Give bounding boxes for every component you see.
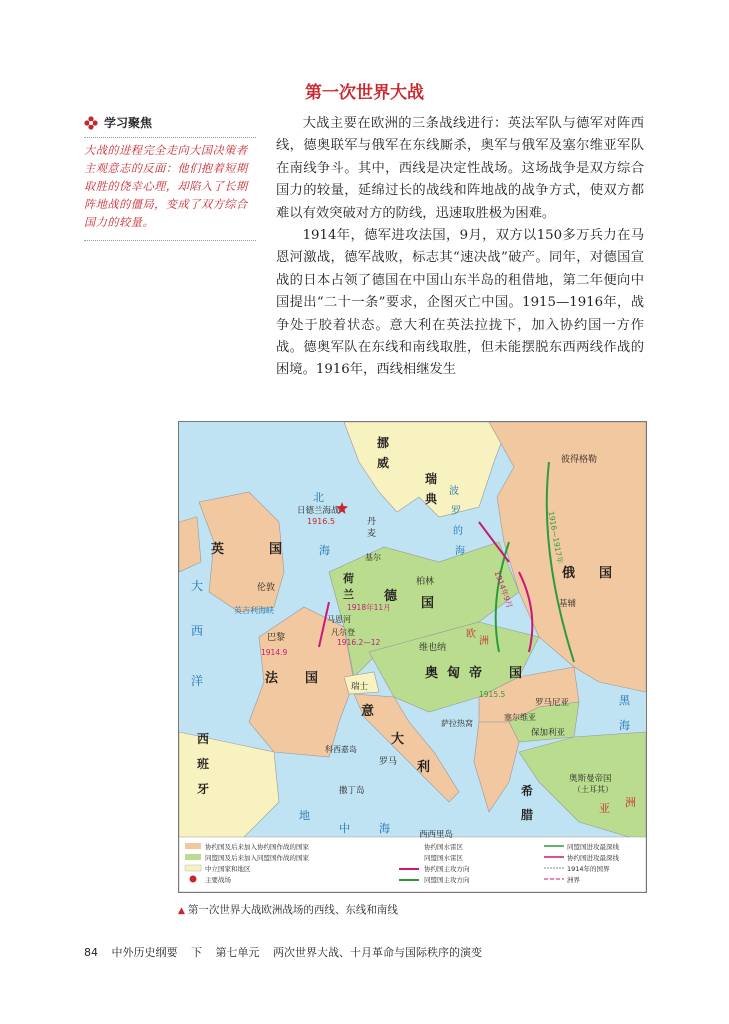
place-label: 基尔	[365, 553, 381, 562]
country-label: 麦	[367, 529, 377, 539]
country-label: 俄	[562, 566, 576, 581]
place-label: 英吉利海峡	[234, 606, 274, 615]
legend-item: 协约国水雷区	[424, 843, 463, 851]
sea-label: 波	[449, 486, 459, 497]
map-caption	[178, 902, 398, 917]
sea-label: 地	[299, 809, 310, 822]
legend-item: 中立国家和地区	[205, 865, 251, 873]
place-label: 塞尔维亚	[504, 713, 536, 722]
sea-label: 洋	[191, 674, 204, 688]
sea-label: 西	[191, 624, 204, 638]
map-labels	[179, 422, 646, 892]
sea-label: 的	[453, 526, 463, 537]
legend-item: 同盟国主攻方向	[424, 876, 470, 884]
europe-war-map	[178, 421, 647, 893]
front-label: 1916.2—12	[337, 638, 381, 647]
front-label: 1916—1917年	[546, 510, 565, 565]
volume-label: 下	[191, 946, 202, 959]
place-label: 西西里岛	[419, 830, 454, 840]
front-label: 1918年11月	[347, 603, 391, 612]
paragraph-2: 1914年，德军进攻法国，9月，双方以150多万兵力在马恩河激战，德军战败，标志其“速决战”破产。同年，对德国宣战的日本占领了德国在中国山东半岛的租借地，第二年便向中国提出“二十一条”要求，企图灭亡中国。1915—1916年，战争处于胶着状态。意大利在英法拉拢下，加入协约国一方作战。德奥军队在东线和南线取胜，但未能摆脱东西两线作战的困境。1916年，西线相继发生	[276, 228, 644, 378]
page-number: 84	[84, 946, 98, 959]
unit-label: 第七单元	[215, 946, 260, 959]
triangle-icon: ▲	[178, 906, 185, 916]
continent-label: 欧	[466, 629, 476, 640]
study-focus-header	[84, 114, 256, 131]
sea-label: 大	[191, 579, 204, 593]
legend-item: 主要战场	[205, 876, 231, 884]
country-label: 大	[391, 732, 405, 747]
country-label: 利	[417, 760, 431, 775]
place-label: 巴黎	[267, 633, 286, 643]
front-label: 1914年9月	[492, 569, 515, 610]
sea-label: 海	[319, 544, 330, 557]
country-label: 西	[197, 732, 210, 746]
country-label: 瑞	[425, 472, 438, 486]
continent-label: 亚	[599, 802, 610, 815]
place-label: 撒丁岛	[339, 786, 365, 796]
country-label: 牙	[197, 782, 210, 796]
legend-item: 同盟国进攻最深线	[567, 843, 619, 851]
section-title: 第一次世界大战	[305, 83, 424, 103]
country-label: 帝	[469, 666, 483, 681]
country-label: 国	[421, 596, 435, 611]
country-label: 丹	[367, 517, 377, 527]
date-label: 1916.5	[307, 517, 335, 526]
continent-label: 洲	[479, 636, 489, 647]
sea-label: 海	[619, 719, 630, 732]
country-label: 德	[384, 589, 398, 604]
place-label: 保加利亚	[531, 728, 566, 738]
country-label: 匈	[447, 666, 461, 681]
legend-item: 1914年的国界	[567, 865, 610, 873]
place-label: 马恩河	[327, 615, 351, 624]
country-label: 腊	[521, 808, 534, 822]
country-label: 意	[361, 704, 375, 719]
continent-label: 洲	[625, 796, 636, 809]
place-label: 奥斯曼帝国	[569, 774, 612, 784]
page-footer	[84, 944, 492, 960]
body-text	[276, 113, 644, 382]
paragraph-1: 大战主要在欧洲的三条战线进行：英法军队与德军对阵西线，德奥联军与俄军在东线厮杀，奥军与俄军及塞尔维亚军队在南线争斗。其中，西线是决定性战场。这场战争是双方综合国力的较量，延绵过长的战线和阵地战的战争方式，使双方都难以有效突破对方的防线，迅速取胜极为困难。	[276, 116, 644, 221]
study-focus-box	[84, 114, 256, 241]
country-label: 国	[509, 666, 523, 681]
legend-item: 协约国进攻最深线	[567, 854, 619, 862]
place-label: 凡尔登	[331, 628, 355, 637]
legend-item: 协约国及后来加入协约国作战的国家	[205, 843, 309, 851]
sea-label: 罗	[451, 506, 461, 517]
legend-item: 洲界	[567, 876, 580, 884]
place-label: 日德兰海战	[297, 506, 340, 516]
divider	[84, 240, 256, 241]
place-label: 罗马尼亚	[535, 698, 570, 708]
place-label: 伦敦	[257, 583, 276, 593]
flower-icon	[84, 116, 98, 130]
place-label: （土耳其）	[573, 785, 613, 794]
country-label: 英	[211, 542, 225, 557]
sea-label: 北	[313, 491, 324, 504]
study-focus-text: 大战的进程完全走向大国决策者主观意志的反面：他们抱着短期取胜的侥幸心理，却陷入了长期阵地战的僵局，变成了双方综合国力的较量。	[84, 144, 248, 229]
place-label: 维也纳	[419, 643, 447, 653]
country-label: 国	[269, 542, 283, 557]
place-label: 柏林	[416, 577, 435, 587]
country-label: 希	[521, 784, 534, 798]
front-label: 1915.5	[479, 690, 506, 699]
sea-label: 中	[339, 822, 350, 835]
caption-text: 第一次世界大战欧洲战场的西线、东线和南线	[187, 904, 398, 916]
country-label: 兰	[343, 588, 354, 601]
sea-label: 海	[455, 546, 465, 557]
country-label: 国	[305, 671, 319, 686]
country-label: 法	[265, 671, 279, 686]
sea-label: 黑	[619, 694, 630, 707]
country-label: 荷	[343, 572, 354, 585]
legend-item: 协约国主攻方向	[424, 865, 470, 873]
legend-item: 同盟国及后来加入同盟国作战的国家	[205, 854, 309, 862]
country-label: 挪	[377, 436, 390, 450]
divider	[84, 137, 256, 138]
country-label: 奥	[425, 666, 439, 681]
country-label: 威	[377, 456, 390, 470]
sea-label: 海	[379, 822, 390, 835]
book-title: 中外历史纲要	[111, 946, 178, 959]
place-label: 基辅	[559, 599, 577, 609]
place-label: 科西嘉岛	[325, 745, 357, 754]
country-label: 国	[599, 566, 613, 581]
unit-title: 两次世界大战、十月革命与国际秩序的演变	[273, 946, 482, 959]
front-label: 1914.9	[261, 648, 288, 657]
battle-star-icon	[336, 502, 348, 514]
study-focus-heading: 学习聚焦	[104, 116, 153, 130]
country-label: 典	[425, 492, 438, 506]
place-label: 萨拉热窝	[441, 719, 473, 728]
legend-item: 同盟国水雷区	[424, 854, 463, 862]
place-label: 瑞士	[351, 682, 369, 692]
place-label: 彼得格勒	[561, 455, 598, 465]
place-label: 罗马	[379, 757, 398, 767]
country-label: 班	[197, 757, 210, 771]
